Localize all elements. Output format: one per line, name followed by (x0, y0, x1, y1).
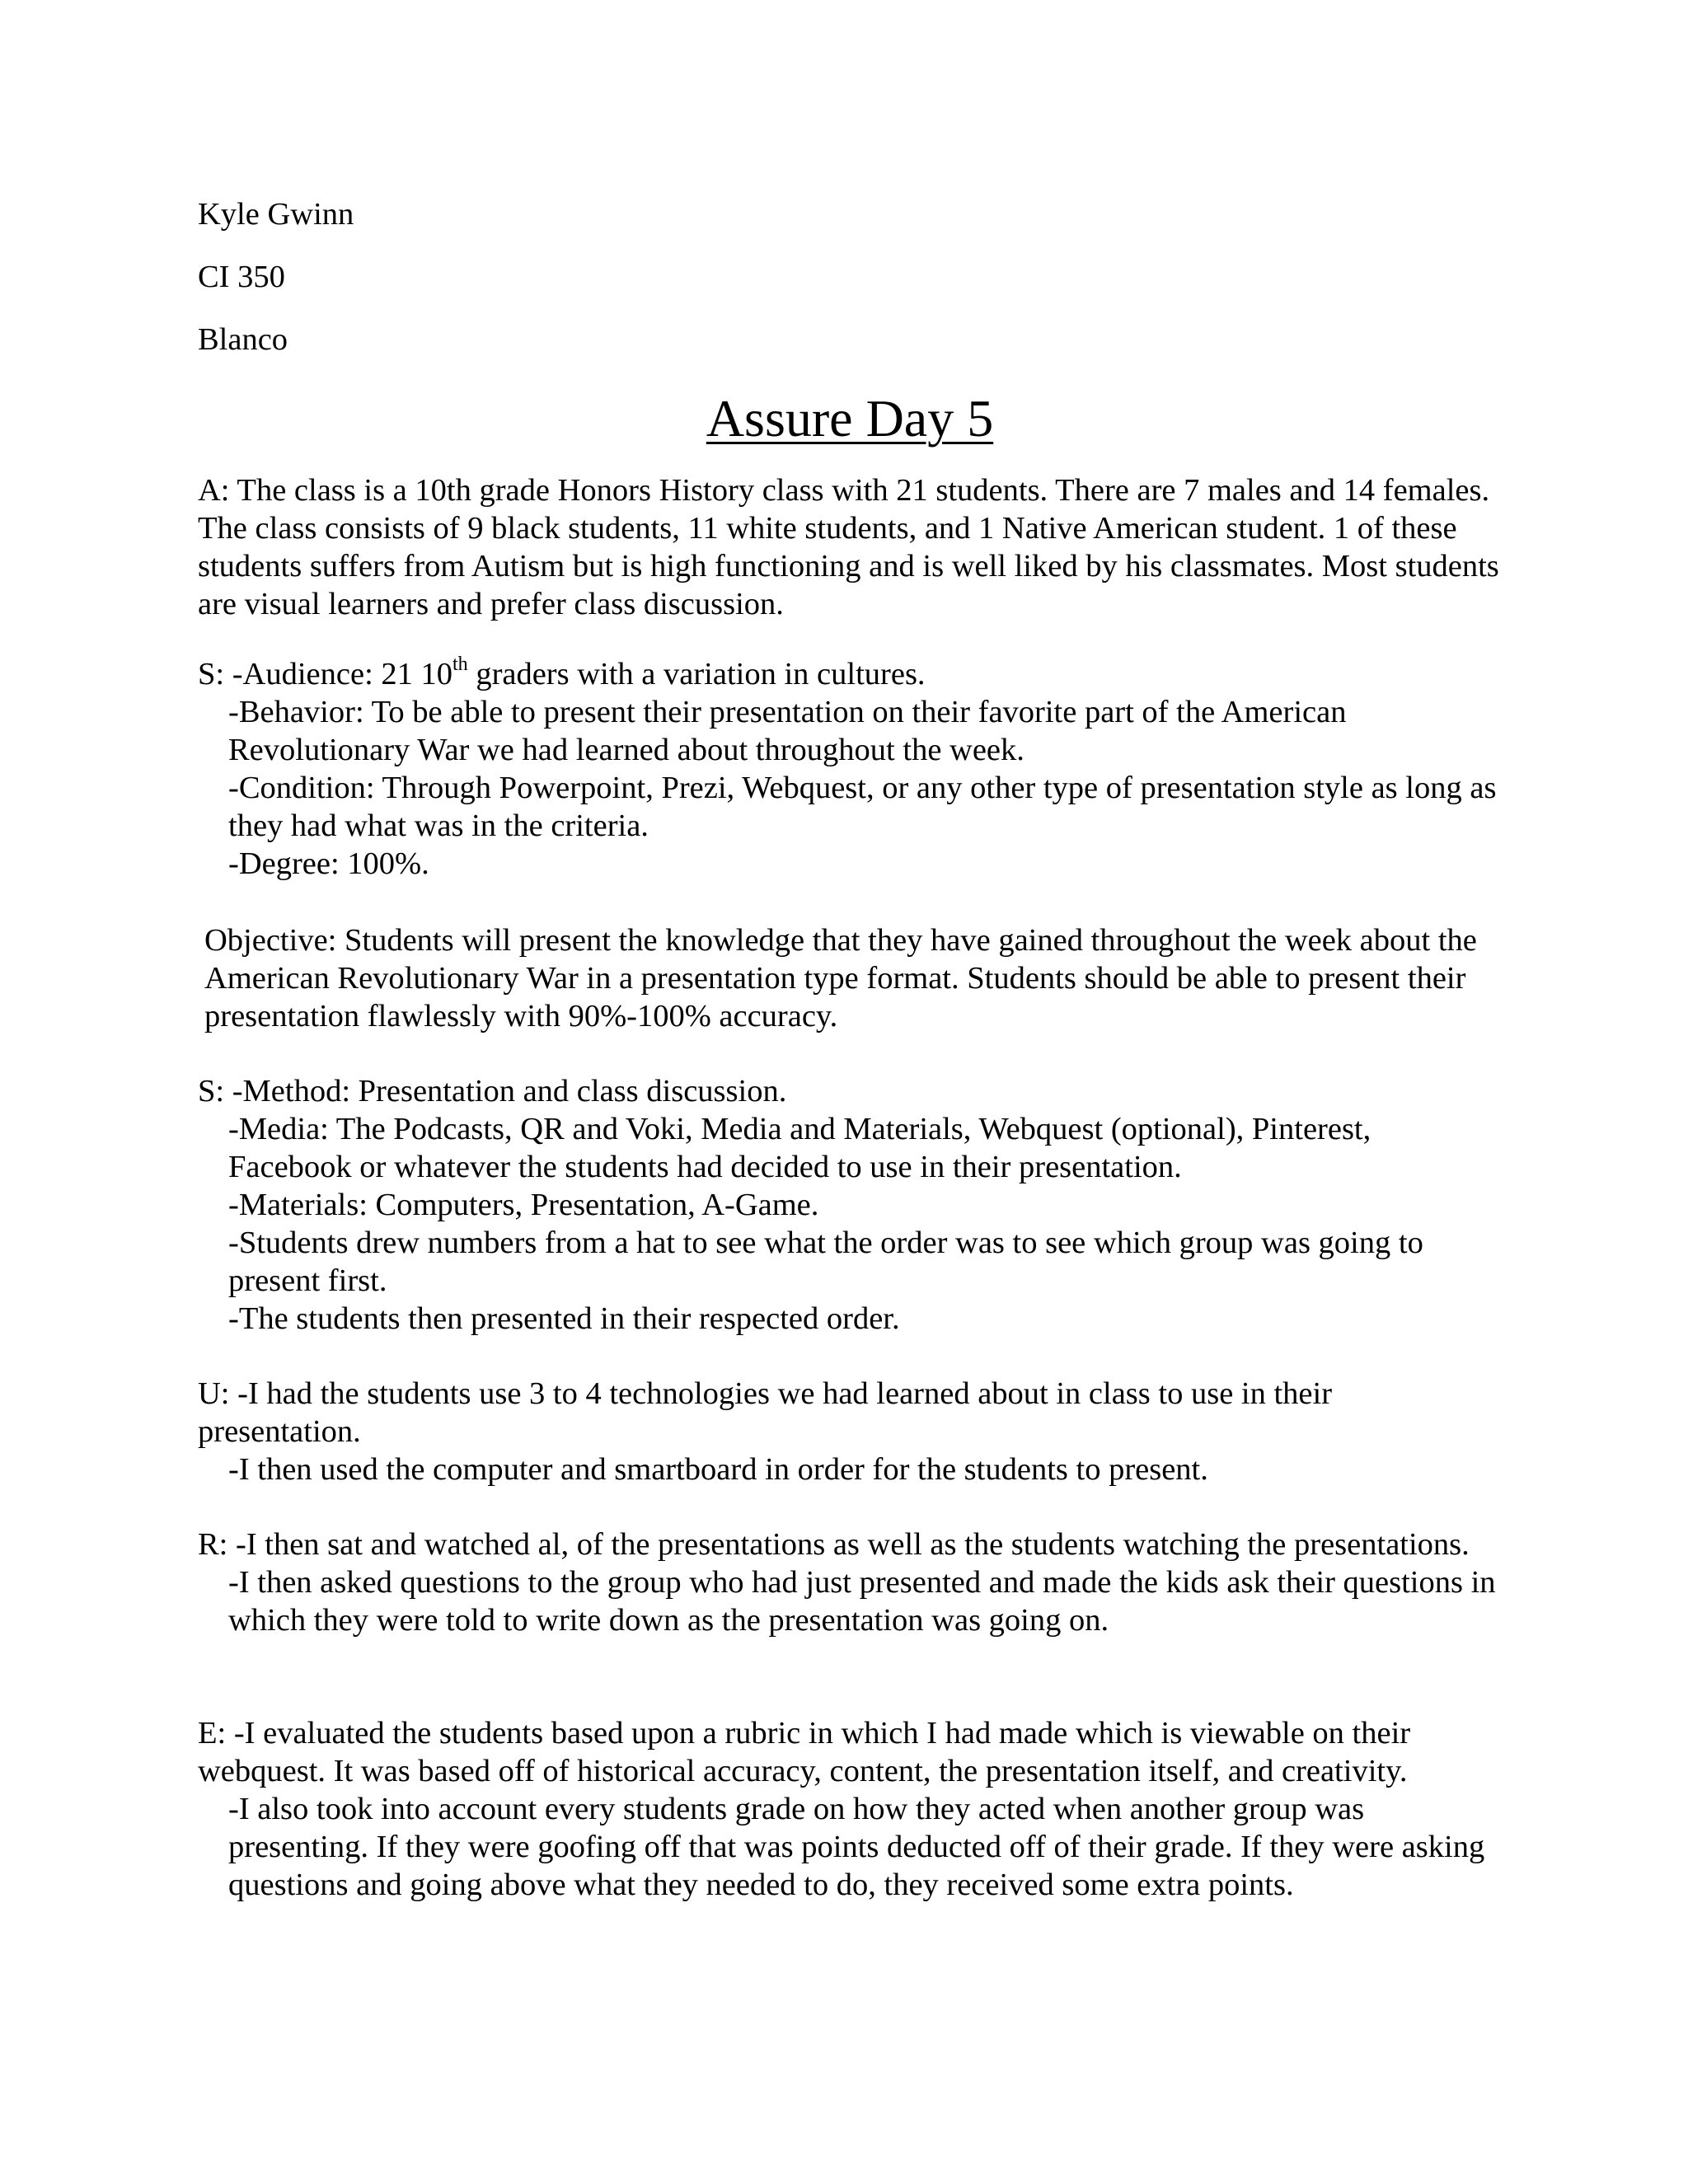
smartboard-line: -I then used the computer and smartboard in order for the students to present. (228, 1452, 1208, 1487)
state-objectives-section (198, 655, 1500, 883)
draw-order-line: -Students drew numbers from a hat to see what the order was to see which group was going to present first. (228, 1226, 1423, 1298)
present-order-line: -The students then presented in their respected order. (228, 1301, 900, 1336)
objective-paragraph: Objective: Students will present the knowledge that they have gained throughout the week about the American Revolutionary War in a presentation type format. Students should be able to present their presentation flawlessly with 90%-100% accuracy. (204, 923, 1477, 1033)
analyze-paragraph: A: The class is a 10th grade Honors History class with 21 students. There are 7 males and 14 females. The class consists of 9 black students, 11 white students, and 1 Native American student. 1 of these students suffers from Autism but is high functioning and is well liked by his classmates. Most students are visual learners and prefer class discussion. (198, 473, 1499, 621)
objective-section (198, 921, 1500, 1035)
evaluate-section (198, 1714, 1500, 1904)
author-name: Kyle Gwinn (198, 197, 354, 232)
rubric-line: E: -I evaluated the students based upon a rubric in which I had made which is viewable on their webquest. It was based off of historical accuracy, content, the presentation itself, and creativity. (198, 1716, 1411, 1788)
condition-line: -Condition: Through Powerpoint, Prezi, Webquest, or any other type of presentation style as long as they had what was in the criteria. (228, 771, 1497, 843)
materials-line: -Materials: Computers, Presentation, A-Game. (228, 1188, 819, 1222)
analyze-section (198, 471, 1500, 623)
instructor-name: Blanco (198, 322, 288, 357)
page-title: Assure Day 5 (706, 389, 994, 448)
method-line: S: -Method: Presentation and class discussion. (198, 1074, 787, 1108)
watch-line: R: -I then sat and watched al, of the presentations as well as the students watching the presentations. (198, 1527, 1470, 1562)
audience-line: S: -Audience: 21 10th graders with a variation in cultures. (198, 654, 926, 691)
technologies-line: U: -I had the students use 3 to 4 technologies we had learned about in class to use in their presentation. (198, 1376, 1333, 1449)
questions-line: -I then asked questions to the group who had just presented and made the kids ask their questions in which they were told to write down as the presentation was going on. (228, 1565, 1496, 1638)
utilize-section (198, 1375, 1500, 1488)
select-methods-section (198, 1072, 1500, 1338)
degree-line: -Degree: 100%. (228, 846, 429, 881)
behavior-grade-line: -I also took into account every students grade on how they acted when another group was presenting. If they were goofing off that was points deducted off of their grade. If they were asking questions and going above what they needed to do, they received some extra points. (228, 1792, 1485, 1902)
media-line: -Media: The Podcasts, QR and Voki, Media and Materials, Webquest (optional), Pinterest, Facebook or whatever the students had decided to use in their presentation. (228, 1112, 1372, 1184)
require-participation-section (198, 1526, 1500, 1639)
course-code: CI 350 (198, 260, 285, 294)
behavior-line: -Behavior: To be able to present their presentation on their favorite part of the American Revolutionary War we had learned about throughout the week. (228, 695, 1347, 767)
